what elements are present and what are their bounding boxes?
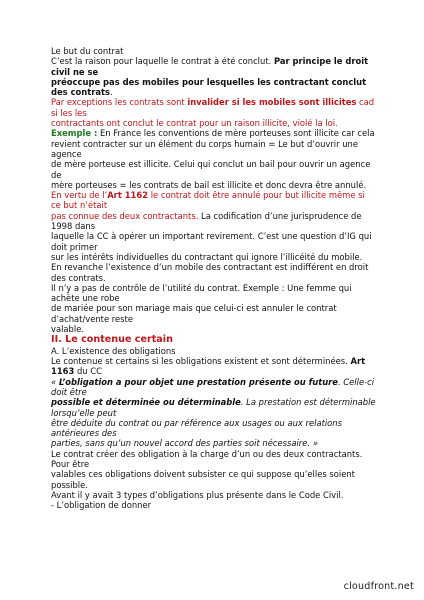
- paragraph: valable.: [51, 324, 85, 335]
- paragraph-heading-but: Le but du contrat: [51, 46, 124, 56]
- text: le contrat doit être annulé pour but illicite même si ce but n’était: [51, 190, 365, 211]
- paragraph-red: contractants ont conclut le contrat pour un raison illicite, violé la loi.: [51, 118, 338, 129]
- example-label: Exemple :: [51, 128, 98, 139]
- paragraph: Avant il y avait 3 types d’obligations plus présente dans le Code Civil.: [51, 489, 344, 500]
- red-text: pas connue des deux contractants.: [51, 210, 199, 221]
- text: .: [110, 87, 113, 98]
- list-item: - L’obligation de donner: [51, 500, 152, 511]
- document-body: [51, 46, 377, 511]
- paragraph: laquelle la CC à opérer un important revirement. C’est une question d’IG qui doit primer: [51, 231, 372, 252]
- paragraph: [51, 128, 377, 138]
- paragraph: mère porteuses = les contrats de bail est illicite et donc devra être annulé.: [51, 179, 367, 190]
- paragraph: de mère porteuse est illicite. Celui qui conclut un bail pour ouvrir un agence de: [51, 159, 371, 180]
- article-ref: Art 1162: [107, 190, 149, 201]
- paragraph: [51, 77, 377, 98]
- text: Le contenue st certains si les obligations existent et sont déterminées.: [51, 356, 351, 367]
- quote-line: parties, sans qu’un nouvel accord des parties soit nécessaire. »: [51, 438, 318, 449]
- bold-text: invalider si les mobiles sont illicites: [187, 97, 357, 108]
- paragraph: [51, 56, 377, 77]
- paragraph: sur les intérêts individuelles du contractant qui ignore l’illicéité du mobile.: [51, 251, 363, 262]
- article-ref: Art 1163: [51, 356, 366, 377]
- text: cad si les les: [51, 97, 375, 118]
- text: «: [51, 376, 59, 387]
- text: En France les conventions de mère porteuses sont illicite car cela: [97, 128, 375, 139]
- paragraph: En revanche l’existence d’un mobile des contractant est indifférent en droit des contrats.: [51, 262, 369, 283]
- paragraph: de mariée pour son mariage mais que celui-ci est annuler le contrat d’achat/vente reste: [51, 303, 337, 324]
- bold-text: L’obligation a pour objet une prestation présente ou future: [58, 376, 338, 387]
- subsection-heading: A. L’existence des obligations: [51, 345, 176, 356]
- text: Par exceptions les contrats sont: [51, 97, 188, 108]
- paragraph: revient contracter sur un élément du corps humain = Le but d’ouvrir une agence: [51, 138, 358, 159]
- paragraph: valables ces obligations doivent subsister ce qui suppose qu’elles soient possible.: [51, 469, 355, 490]
- paragraph: Le contrat créer des obligation à la charge d’un ou des deux contractants. Pour être: [51, 448, 363, 470]
- text: du CC: [74, 366, 102, 377]
- quote-line: être déduite du contrat ou par référence aux usages ou aux relations antérieures des: [51, 417, 342, 439]
- watermark: cloudfront.net: [343, 581, 414, 592]
- quote-line: [51, 377, 377, 398]
- quote-line: [51, 397, 377, 418]
- text: La codification d’une jurisprudence de 1998 dans: [51, 210, 362, 232]
- paragraph-red: [51, 97, 377, 118]
- text: . Celle-ci doit être: [51, 376, 375, 397]
- paragraph: [51, 356, 377, 377]
- text: En vertu de l’: [51, 190, 108, 201]
- bold-text: Par principe le droit civil ne se: [51, 56, 369, 77]
- bold-text: possible et déterminée ou déterminable: [51, 397, 241, 408]
- paragraph: Il n’y a pas de contrôle de l’utilité du contrat. Exemple : Une femme qui achète une robe: [51, 282, 352, 304]
- section-heading: II. Le contenue certain: [51, 334, 173, 346]
- paragraph-red: [51, 190, 377, 211]
- bold-text: préoccupe pas des mobiles pour lesquelles les contractant conclut des contrats: [51, 76, 367, 98]
- text: . La prestation est déterminable lorsqu’elle peut: [51, 397, 376, 418]
- text: C’est la raison pour laquelle le contrat à été conclut.: [51, 56, 274, 67]
- paragraph: [51, 211, 377, 232]
